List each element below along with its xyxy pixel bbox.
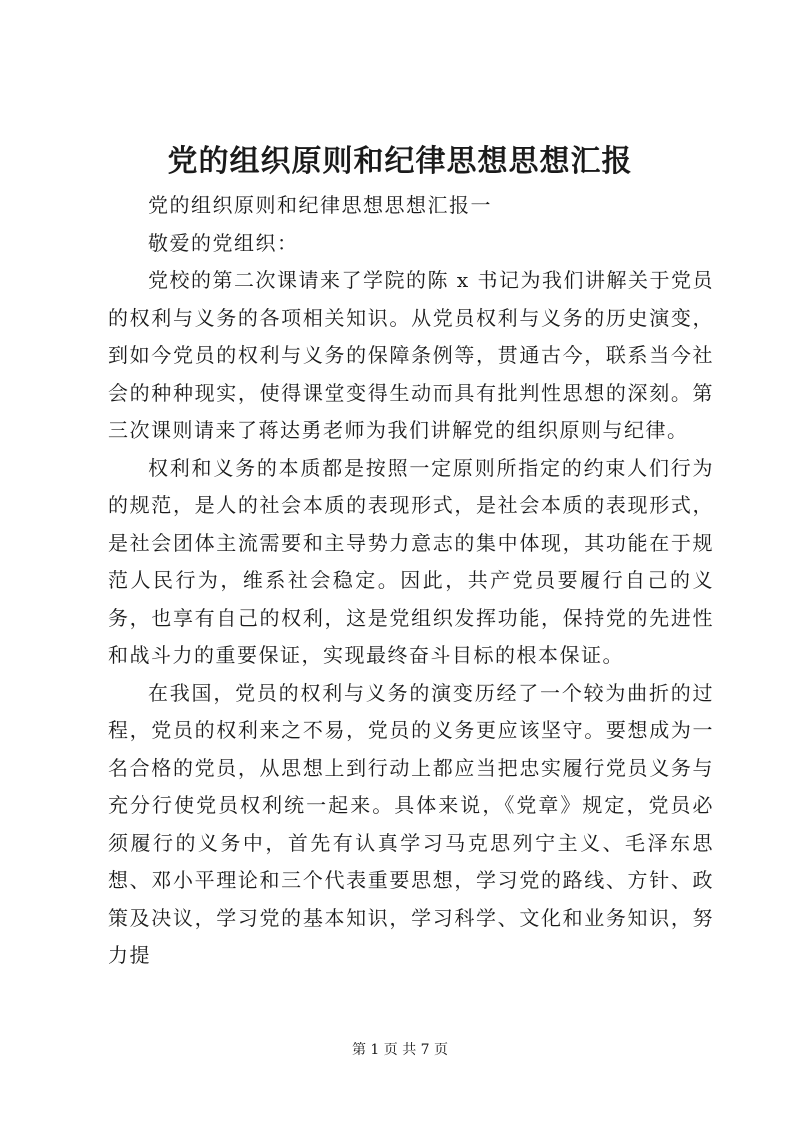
document-body [108,187,714,975]
paragraph-subtitle: 党的组织原则和纪律思想思想汇报一 [148,193,492,217]
document-title: 党的组织原则和纪律思想思想汇报 [167,144,633,179]
paragraph-3: 在我国，党员的权利与义务的演变历经了一个较为曲折的过程，党员的权利来之不易，党员的义务更应该坚守。要想成为一名合格的党员，从思想上到行动上都应当把忠实履行党员义务与充分行使党员权利统一起来。具体来说，《党章》规定，党员必须履行的义务中，首先有认真学习马克思列宁主义、毛泽东思想、邓小平理论和三个代表重要思想，学习党的路线、方针、政策及决议，学习党的基本知识，学习科学、文化和业务知识，努力提 [108,680,714,967]
paragraph-2: 权利和义务的本质都是按照一定原则所指定的约束人们行为的规范，是人的社会本质的表现形式，是社会本质的表现形式，是社会团体主流需要和主导势力意志的集中体现，其功能在于规范人民行为，维系社会稳定。因此，共产党员要履行自己的义务，也享有自己的权利，这是党组织发挥功能，保持党的先进性和战斗力的重要保证，实现最终奋斗目标的根本保证。 [108,455,714,667]
page-footer: 第 1 页 共 7 页 [351,1042,449,1058]
paragraph-salutation: 敬爱的党组织： [148,230,299,255]
paragraph-1: 党校的第二次课请来了学院的陈 x 书记为我们讲解关于党员的权利与义务的各项相关知识。从党员权利与义务的历史演变，到如今党员的权利与义务的保障条例等，贯通古今，联系当今社会的种种现实，使得课堂变得生动而具有批判性思想的深刻。第三次课则请来了蒋达勇老师为我们讲解党的组织原则与纪律。 [108,268,714,442]
